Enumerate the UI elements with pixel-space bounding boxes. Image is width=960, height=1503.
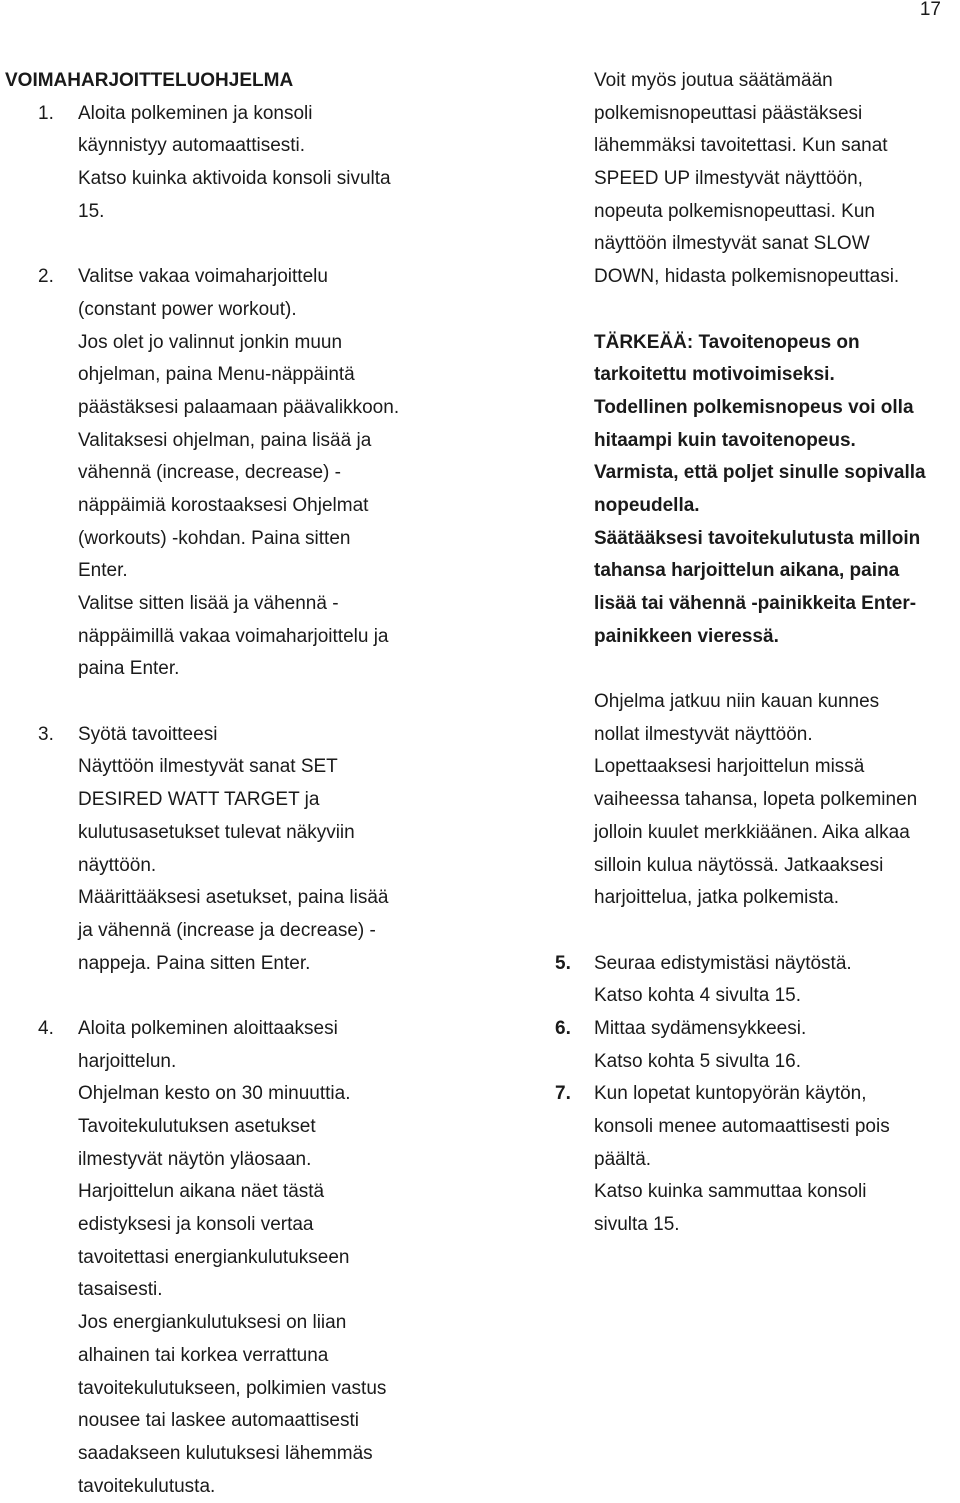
notice-line: Varmista, että poljet sinulle sopivalla xyxy=(594,462,926,484)
step-text: paina Enter. xyxy=(78,658,180,680)
step-4 xyxy=(5,1013,460,1503)
left-column xyxy=(5,65,460,1503)
notice-line: Säätääksesi tavoitekulutusta milloin xyxy=(594,527,921,549)
continue-paragraph xyxy=(555,686,960,915)
step-1 xyxy=(5,98,460,229)
step-text: käynnistyy automaattisesti. xyxy=(78,135,306,157)
step-text: näppäimiä korostaaksesi Ohjelmat xyxy=(78,494,369,516)
step-number: 6. xyxy=(555,1017,571,1039)
paragraph-line: Ohjelma jatkuu niin kauan kunnes xyxy=(594,691,880,713)
step-text: nousee tai laskee automaattisesti xyxy=(78,1410,359,1432)
step-text: DESIRED WATT TARGET ja xyxy=(78,789,320,811)
notice-line: TÄRKEÄÄ: Tavoitenopeus on xyxy=(594,331,860,353)
paragraph-line: nopeuta polkemisnopeuttasi. Kun xyxy=(594,200,875,222)
step-text: tasaisesti. xyxy=(78,1279,163,1301)
step-text: sivulta 15. xyxy=(594,1214,680,1236)
step-text: Valitse vakaa voimaharjoittelu xyxy=(78,266,328,288)
step-text: nappeja. Paina sitten Enter. xyxy=(78,952,311,974)
step-number: 3. xyxy=(38,723,54,745)
step-text: Syötä tavoitteesi xyxy=(78,723,218,745)
step-text: harjoittelun. xyxy=(78,1050,177,1072)
paragraph-line: SPEED UP ilmestyvät näyttöön, xyxy=(594,168,863,190)
step-text: Kun lopetat kuntopyörän käytön, xyxy=(594,1083,867,1105)
step-7 xyxy=(555,1078,960,1241)
important-notice xyxy=(555,327,960,654)
notice-line: painikkeen vieressä. xyxy=(594,625,779,647)
step-text: Enter. xyxy=(78,560,128,582)
step-text: (constant power workout). xyxy=(78,298,297,320)
notice-line: lisää tai vähennä -painikkeita Enter- xyxy=(594,593,917,614)
step-text: Mittaa sydämensykkeesi. xyxy=(594,1017,807,1039)
page-number: 17 xyxy=(919,0,941,20)
step-text: Jos olet jo valinnut jonkin muun xyxy=(78,331,343,353)
step-text: Näyttöön ilmestyvät sanat SET xyxy=(78,756,338,778)
step-text: kulutusasetukset tulevat näkyviin xyxy=(78,821,355,843)
step-text: vähennä (increase, decrease) - xyxy=(78,462,341,484)
step-text: päästäksesi palaamaan päävalikkoon. xyxy=(78,396,400,418)
paragraph-line: Voit myös joutua säätämään xyxy=(594,70,833,91)
step-text: tavoitekulutusta. xyxy=(78,1475,216,1497)
step-text: Valitse sitten lisää ja vähennä - xyxy=(78,593,339,614)
speed-paragraph xyxy=(555,65,960,294)
step-text: Valitaksesi ohjelman, paina lisää ja xyxy=(78,429,372,451)
document-title: VOIMAHARJOITTELUOHJELMA xyxy=(5,70,294,91)
paragraph-line: Lopettaaksesi harjoittelun missä xyxy=(594,756,865,778)
paragraph-line: näyttöön ilmestyvät sanat SLOW xyxy=(594,233,870,255)
paragraph-line: harjoittelua, jatka polkemista. xyxy=(594,887,840,909)
paragraph-line: silloin kulua näytössä. Jatkaaksesi xyxy=(594,854,884,876)
paragraph-line: vaiheessa tahansa, lopeta polkeminen xyxy=(594,789,918,811)
step-text: Harjoittelun aikana näet tästä xyxy=(78,1181,325,1203)
step-text: Aloita polkeminen ja konsoli xyxy=(78,102,313,124)
step-number: 1. xyxy=(38,102,54,124)
step-text: näyttöön. xyxy=(78,854,157,876)
step-text: Katso kuinka sammuttaa konsoli xyxy=(594,1181,867,1203)
step-text: Määrittääksesi asetukset, paina lisää xyxy=(78,887,389,909)
step-text: näppäimillä vakaa voimaharjoittelu ja xyxy=(78,625,389,647)
step-3 xyxy=(5,719,460,981)
notice-line: Todellinen polkemisnopeus voi olla xyxy=(594,396,914,418)
step-text: edistyksesi ja konsoli vertaa xyxy=(78,1214,314,1236)
step-number: 2. xyxy=(38,266,54,288)
step-number: 5. xyxy=(555,952,571,974)
paragraph-line: DOWN, hidasta polkemisnopeuttasi. xyxy=(594,266,900,288)
step-text: Aloita polkeminen aloittaaksesi xyxy=(78,1017,338,1039)
step-number: 7. xyxy=(555,1083,571,1105)
step-text: Tavoitekulutuksen asetukset xyxy=(78,1116,316,1137)
step-text: 15. xyxy=(78,200,105,222)
step-text: ohjelman, paina Menu-näppäintä xyxy=(78,364,355,386)
step-text: ja vähennä (increase ja decrease) - xyxy=(78,919,376,941)
step-text: Katso kuinka aktivoida konsoli sivulta xyxy=(78,168,391,190)
step-text: päältä. xyxy=(594,1148,652,1170)
step-text: saadakseen kulutuksesi lähemmäs xyxy=(78,1442,373,1464)
step-text: tavoitettasi energiankulutukseen xyxy=(78,1246,350,1268)
paragraph-line: nollat ilmestyvät näyttöön. xyxy=(594,723,813,745)
paragraph-line: lähemmäksi tavoitettasi. Kun sanat xyxy=(594,135,888,157)
notice-line: nopeudella. xyxy=(594,494,700,516)
right-column xyxy=(555,65,960,1242)
step-text: tavoitekulutukseen, polkimien vastus xyxy=(78,1377,387,1399)
paragraph-line: polkemisnopeuttasi päästäksesi xyxy=(594,102,863,124)
step-2 xyxy=(5,261,460,686)
step-5 xyxy=(555,948,960,1013)
step-text: Katso kohta 5 sivulta 16. xyxy=(594,1050,802,1072)
step-text: ilmestyvät näytön yläosaan. xyxy=(78,1148,312,1170)
step-text: alhainen tai korkea verrattuna xyxy=(78,1344,329,1366)
step-text: Katso kohta 4 sivulta 15. xyxy=(594,985,802,1007)
notice-line: tahansa harjoittelun aikana, paina xyxy=(594,560,900,582)
notice-line: tarkoitettu motivoimiseksi. xyxy=(594,364,835,386)
step-text: konsoli menee automaattisesti pois xyxy=(594,1116,890,1137)
paragraph-line: jolloin kuulet merkkiäänen. Aika alkaa xyxy=(594,821,910,843)
step-text: Seuraa edistymistäsi näytöstä. xyxy=(594,952,852,974)
step-text: Jos energiankulutuksesi on liian xyxy=(78,1312,347,1334)
step-6 xyxy=(555,1013,960,1078)
step-text: Ohjelman kesto on 30 minuuttia. xyxy=(78,1083,351,1105)
step-text: (workouts) -kohdan. Paina sitten xyxy=(78,527,351,549)
step-number: 4. xyxy=(38,1017,54,1039)
notice-line: hitaampi kuin tavoitenopeus. xyxy=(594,429,856,451)
